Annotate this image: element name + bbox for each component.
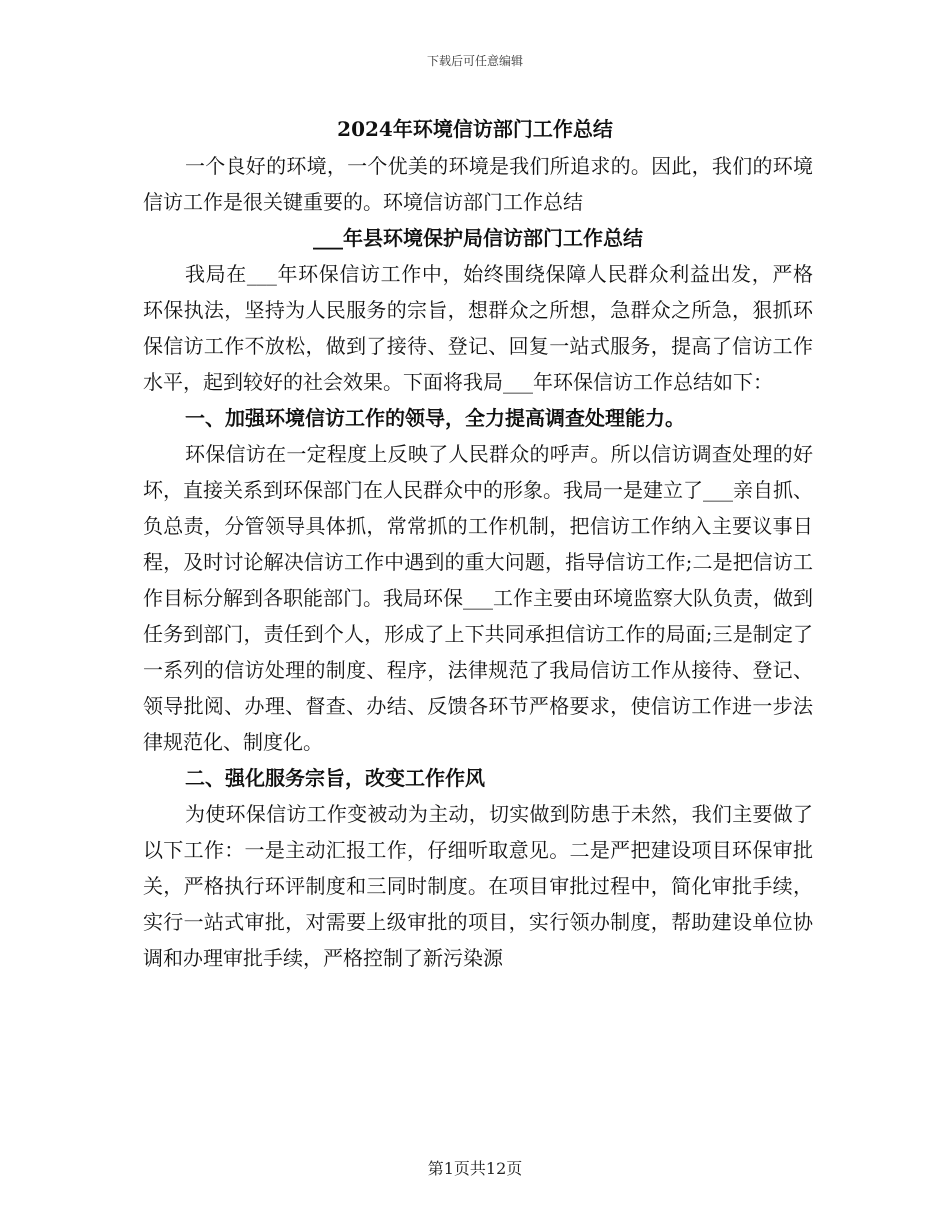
- document-subtitle: ___年县环境保护局信访部门工作总结: [313, 226, 643, 250]
- page-number-footer: 第1页共12页: [427, 1159, 523, 1178]
- section-heading-1: 一、加强环境信访工作的领导，全力提高调查处理能力。: [185, 406, 685, 430]
- paragraph-3: 为使环保信访工作变被动为主动，切实做到防患于未然，我们主要做了以下工作：一是主动汇报工作，仔细听取意见。二是严把建设项目环保审批关，严格执行环评制度和三同时制度。在项目审批过程中，简化审批手续，实行一站式审批，对需要上级审批的项目，实行领办制度，帮助建设单位协调和办理审批手续，严格控制了新污染源: [143, 802, 813, 970]
- paragraph-2: 环保信访在一定程度上反映了人民群众的呼声。所以信访调查处理的好坏，直接关系到环保部门在人民群众中的形象。我局一是建立了___亲自抓、负总责，分管领导具体抓，常常抓的工作机制，把信访工作纳入主要议事日程，及时讨论解决信访工作中遇到的重大问题，指导信访工作;二是把信访工作目标分解到各职能部门。我局环保___工作主要由环境监察大队负责，做到任务到部门，责任到个人，形成了上下共同承担信访工作的局面;三是制定了一系列的信访处理的制度、程序，法律规范了我局信访工作从接待、登记、领导批阅、办理、督查、办结、反馈各环节严格要求，使信访工作进一步法律规范化、制度化。: [143, 442, 813, 754]
- header-note: 下载后可任意编辑: [426, 54, 523, 68]
- intro-paragraph: 一个良好的环境，一个优美的环境是我们所追求的。因此，我们的环境信访工作是很关键重要的。环境信访部门工作总结: [143, 154, 813, 214]
- section-heading-2: 二、强化服务宗旨，改变工作作风: [185, 766, 485, 790]
- paragraph-1: 我局在___年环保信访工作中，始终围绕保障人民群众利益出发，严格环保执法，坚持为人民服务的宗旨，想群众之所想，急群众之所急，狠抓环保信访工作不放松，做到了接待、登记、回复一站式服务，提高了信访工作水平，起到较好的社会效果。下面将我局___年环保信访工作总结如下：: [143, 262, 813, 394]
- document-title: 2024年环境信访部门工作总结: [337, 117, 613, 141]
- document-body: [143, 148, 813, 976]
